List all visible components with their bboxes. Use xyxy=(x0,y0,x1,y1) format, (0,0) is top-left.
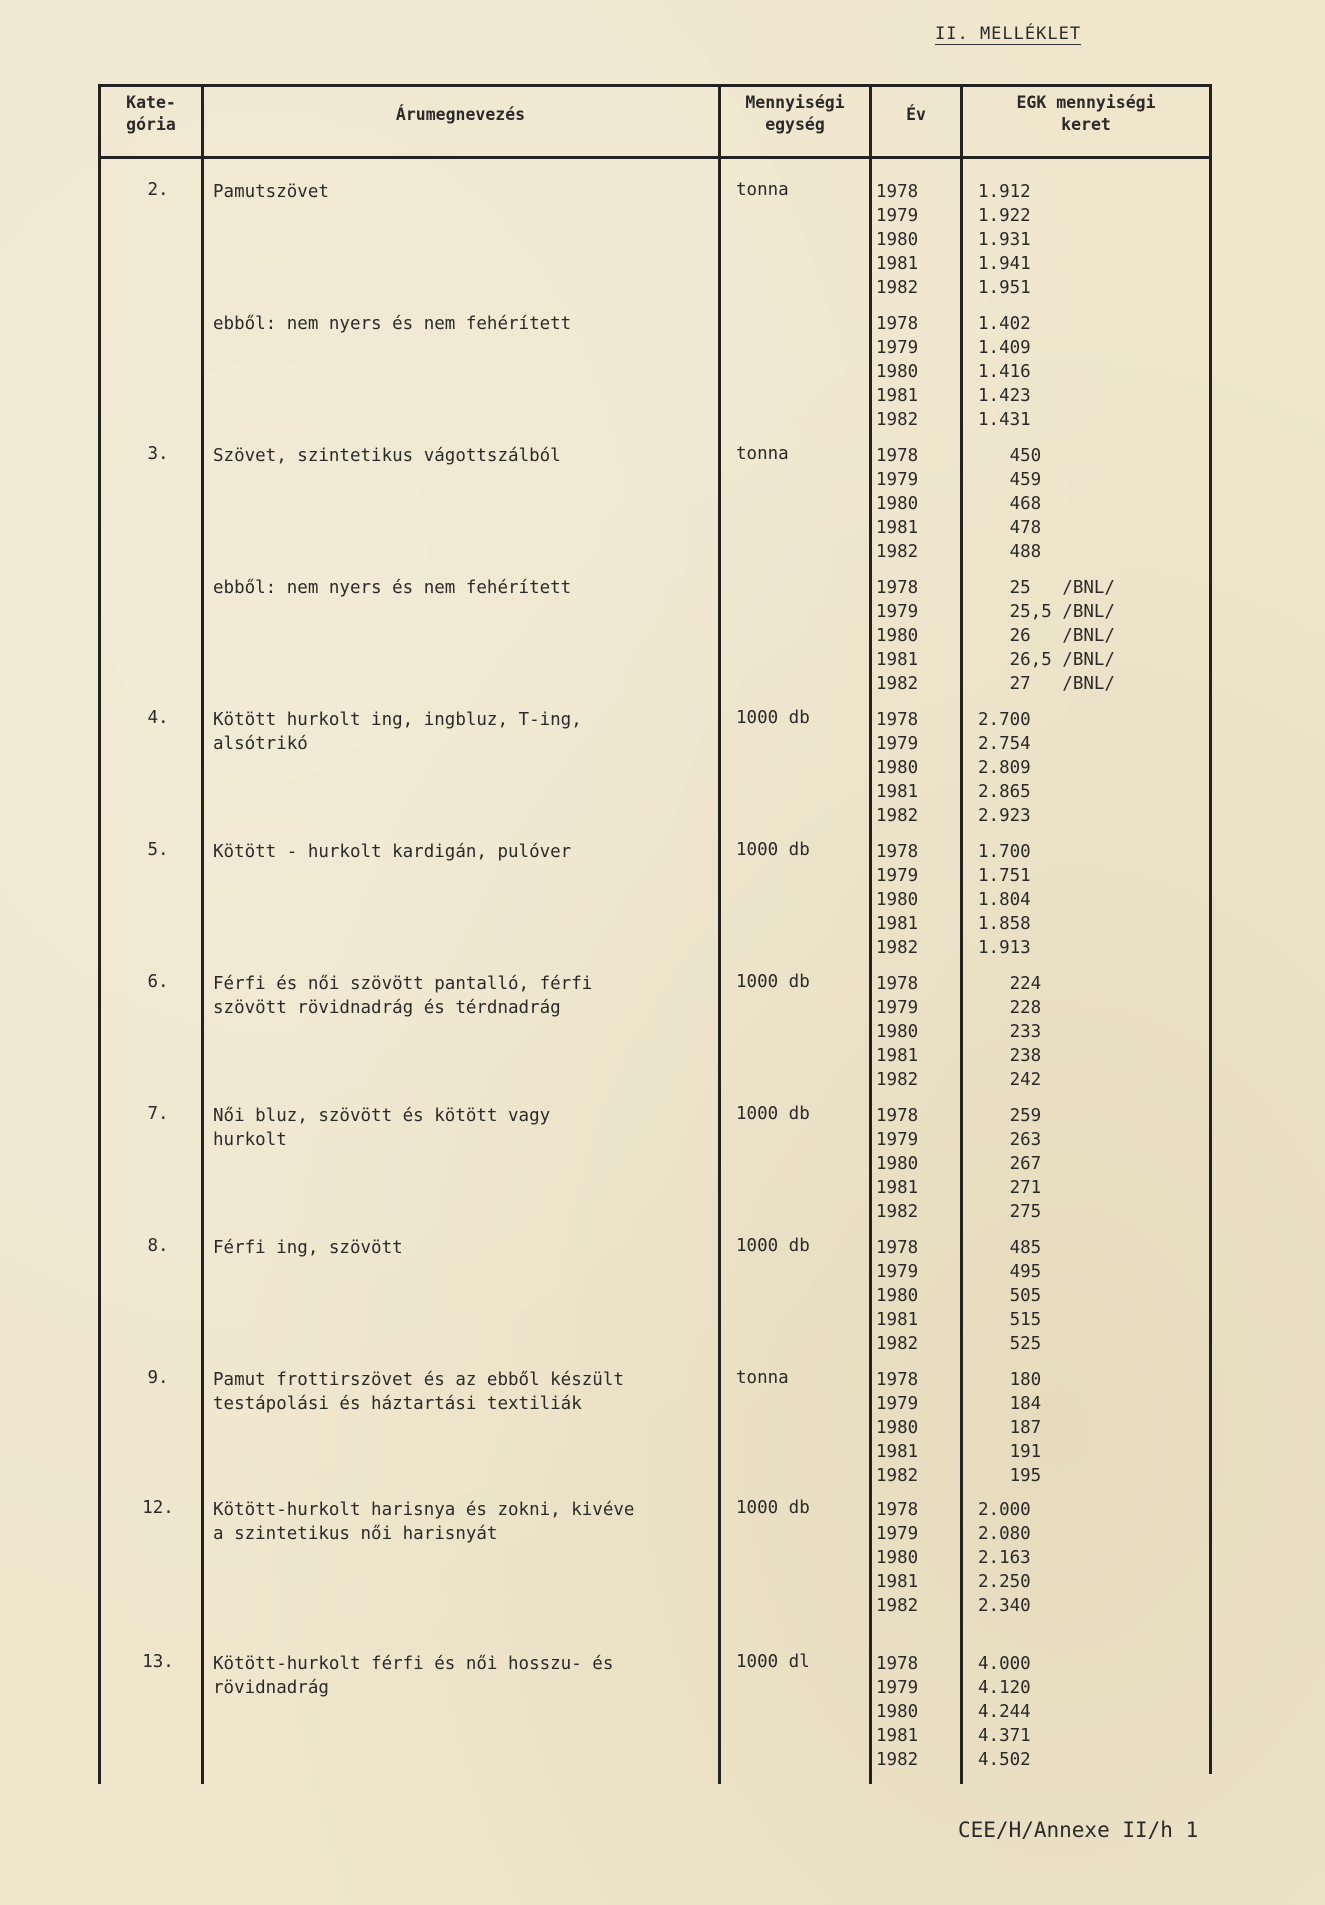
year-cell: 1980 xyxy=(876,1022,919,1042)
value-cell: 184 xyxy=(978,1394,1042,1414)
value-cell: 26,5 /BNL/ xyxy=(978,650,1115,670)
year-cell: 1979 xyxy=(876,1678,919,1698)
year-cell: 1979 xyxy=(876,602,919,622)
value-cell: 25,5 /BNL/ xyxy=(978,602,1115,622)
header-ev: Év xyxy=(906,105,926,124)
value-cell: 1.951 xyxy=(978,278,1031,298)
year-cell: 1982 xyxy=(876,1750,919,1770)
row-description xyxy=(213,840,683,864)
year-cell: 1980 xyxy=(876,1418,919,1438)
row-description xyxy=(213,972,683,1020)
row-description xyxy=(213,576,683,600)
value-cell: 485 xyxy=(978,1238,1042,1258)
year-cell: 1982 xyxy=(876,806,919,826)
value-cell: 450 xyxy=(978,446,1042,466)
value-cell: 1.431 xyxy=(978,410,1031,430)
row-unit: 1000 db xyxy=(736,972,810,992)
header-egyseg-line1: Mennyiségi xyxy=(745,93,845,112)
column-divider-product xyxy=(718,84,721,1784)
value-cell: 2.700 xyxy=(978,710,1031,730)
column-divider-unit xyxy=(869,84,872,1784)
year-cell: 1978 xyxy=(876,1654,919,1674)
column-divider-left xyxy=(98,84,101,1784)
row-values xyxy=(978,1498,1218,1618)
quota-table xyxy=(98,84,1212,1794)
value-cell: 267 xyxy=(978,1154,1042,1174)
row-description xyxy=(213,312,683,336)
row-values xyxy=(978,1236,1218,1356)
value-cell: 1.912 xyxy=(978,182,1031,202)
value-cell: 2.163 xyxy=(978,1548,1031,1568)
value-cell: 228 xyxy=(978,998,1042,1018)
value-cell: 233 xyxy=(978,1022,1042,1042)
value-cell: 478 xyxy=(978,518,1042,538)
value-cell: 242 xyxy=(978,1070,1042,1090)
value-cell: 271 xyxy=(978,1178,1042,1198)
row-description-line: szövött rövidnadrág és térdnadrág xyxy=(213,998,561,1018)
value-cell: 27 /BNL/ xyxy=(978,674,1115,694)
year-cell: 1982 xyxy=(876,938,919,958)
value-cell: 1.941 xyxy=(978,254,1031,274)
year-cell: 1980 xyxy=(876,1286,919,1306)
row-values xyxy=(978,576,1218,696)
year-cell: 1978 xyxy=(876,974,919,994)
row-description xyxy=(213,180,683,204)
value-cell: 515 xyxy=(978,1310,1042,1330)
year-cell: 1979 xyxy=(876,1262,919,1282)
value-cell: 1.931 xyxy=(978,230,1031,250)
year-cell: 1980 xyxy=(876,362,919,382)
year-cell: 1978 xyxy=(876,1500,919,1520)
row-description-line: rövidnadrág xyxy=(213,1678,329,1698)
row-category: 3. xyxy=(147,444,169,464)
value-cell: 2.000 xyxy=(978,1500,1031,1520)
value-cell: 4.000 xyxy=(978,1654,1031,1674)
row-description-line: hurkolt xyxy=(213,1130,287,1150)
year-cell: 1978 xyxy=(876,182,919,202)
row-years xyxy=(876,1236,936,1356)
row-values xyxy=(978,1104,1218,1224)
row-values xyxy=(978,708,1218,828)
row-description xyxy=(213,444,683,468)
value-cell: 195 xyxy=(978,1466,1042,1486)
header-bottom-border xyxy=(98,156,1212,159)
year-cell: 1980 xyxy=(876,890,919,910)
header-keret-line2: keret xyxy=(1061,115,1111,134)
value-cell: 1.913 xyxy=(978,938,1031,958)
value-cell: 2.080 xyxy=(978,1524,1031,1544)
header-aru: Árumegnevezés xyxy=(395,105,526,124)
year-cell: 1980 xyxy=(876,1702,919,1722)
value-cell: 495 xyxy=(978,1262,1042,1282)
value-cell: 2.865 xyxy=(978,782,1031,802)
value-cell: 2.923 xyxy=(978,806,1031,826)
row-description-line: Pamut frottirszövet és az ebből készült xyxy=(213,1370,624,1390)
value-cell: 2.250 xyxy=(978,1572,1031,1592)
row-values xyxy=(978,1652,1218,1772)
row-category: 5. xyxy=(147,840,169,860)
value-cell: 1.700 xyxy=(978,842,1031,862)
year-cell: 1982 xyxy=(876,1334,919,1354)
year-cell: 1981 xyxy=(876,518,919,538)
year-cell: 1979 xyxy=(876,734,919,754)
value-cell: 4.502 xyxy=(978,1750,1031,1770)
year-cell: 1979 xyxy=(876,1394,919,1414)
row-description xyxy=(213,1368,683,1416)
row-description-line: alsótrikó xyxy=(213,734,308,754)
row-description-line: Kötött-hurkolt harisnya és zokni, kivéve xyxy=(213,1500,635,1520)
table-top-border xyxy=(98,84,1212,87)
row-values xyxy=(978,1368,1218,1488)
row-description-line: Férfi ing, szövött xyxy=(213,1238,403,1258)
year-cell: 1979 xyxy=(876,206,919,226)
value-cell: 224 xyxy=(978,974,1042,994)
year-cell: 1978 xyxy=(876,1370,919,1390)
row-years xyxy=(876,840,936,960)
row-years xyxy=(876,312,936,432)
row-description-line: testápolási és háztartási textiliák xyxy=(213,1394,582,1414)
row-years xyxy=(876,444,936,564)
row-category: 8. xyxy=(147,1236,169,1256)
row-description-line: Férfi és női szövött pantalló, férfi xyxy=(213,974,593,994)
value-cell: 238 xyxy=(978,1046,1042,1066)
header-keret xyxy=(966,92,1206,136)
row-category: 12. xyxy=(142,1498,174,1518)
year-cell: 1979 xyxy=(876,338,919,358)
row-category: 9. xyxy=(147,1368,169,1388)
year-cell: 1982 xyxy=(876,1202,919,1222)
row-values xyxy=(978,444,1218,564)
row-description-line: Pamutszövet xyxy=(213,182,329,202)
year-cell: 1982 xyxy=(876,1466,919,1486)
year-cell: 1981 xyxy=(876,1310,919,1330)
row-description xyxy=(213,1498,683,1546)
row-unit: 1000 db xyxy=(736,1236,810,1256)
row-description xyxy=(213,708,683,756)
row-description-line: ebből: nem nyers és nem fehérített xyxy=(213,578,572,598)
value-cell: 1.751 xyxy=(978,866,1031,886)
row-unit: 1000 db xyxy=(736,708,810,728)
year-cell: 1982 xyxy=(876,674,919,694)
row-description-line: a szintetikus női harisnyát xyxy=(213,1524,498,1544)
year-cell: 1979 xyxy=(876,866,919,886)
row-values xyxy=(978,972,1218,1092)
value-cell: 259 xyxy=(978,1106,1042,1126)
header-egyseg-line2: egység xyxy=(765,115,825,134)
year-cell: 1979 xyxy=(876,470,919,490)
header-kategoria-line1: Kate- xyxy=(126,93,176,112)
row-description xyxy=(213,1652,683,1700)
year-cell: 1982 xyxy=(876,278,919,298)
year-cell: 1979 xyxy=(876,1524,919,1544)
year-cell: 1982 xyxy=(876,1596,919,1616)
year-cell: 1980 xyxy=(876,1548,919,1568)
value-cell: 1.402 xyxy=(978,314,1031,334)
value-cell: 1.409 xyxy=(978,338,1031,358)
row-values xyxy=(978,180,1218,300)
value-cell: 1.858 xyxy=(978,914,1031,934)
value-cell: 191 xyxy=(978,1442,1042,1462)
value-cell: 180 xyxy=(978,1370,1042,1390)
row-description-line: Szövet, szintetikus vágottszálból xyxy=(213,446,561,466)
year-cell: 1982 xyxy=(876,410,919,430)
row-description-line: Női bluz, szövött és kötött vagy xyxy=(213,1106,551,1126)
row-years xyxy=(876,708,936,828)
year-cell: 1982 xyxy=(876,542,919,562)
header-kategoria xyxy=(106,92,196,136)
value-cell: 1.416 xyxy=(978,362,1031,382)
header-kategoria-line2: gória xyxy=(126,115,176,134)
row-description xyxy=(213,1104,683,1152)
annex-label: II. MELLÉKLET xyxy=(935,24,1082,44)
value-cell: 468 xyxy=(978,494,1042,514)
year-cell: 1979 xyxy=(876,1130,919,1150)
row-years xyxy=(876,1368,936,1488)
value-cell: 2.340 xyxy=(978,1596,1031,1616)
year-cell: 1981 xyxy=(876,386,919,406)
year-cell: 1980 xyxy=(876,626,919,646)
value-cell: 505 xyxy=(978,1286,1042,1306)
year-cell: 1980 xyxy=(876,758,919,778)
year-cell: 1978 xyxy=(876,842,919,862)
row-category: 13. xyxy=(142,1652,174,1672)
value-cell: 1.423 xyxy=(978,386,1031,406)
year-cell: 1978 xyxy=(876,578,919,598)
year-cell: 1978 xyxy=(876,1238,919,1258)
row-category: 7. xyxy=(147,1104,169,1124)
value-cell: 26 /BNL/ xyxy=(978,626,1115,646)
year-cell: 1979 xyxy=(876,998,919,1018)
value-cell: 488 xyxy=(978,542,1042,562)
year-cell: 1980 xyxy=(876,230,919,250)
column-divider-year xyxy=(960,84,963,1784)
year-cell: 1981 xyxy=(876,914,919,934)
row-years xyxy=(876,1104,936,1224)
row-description-line: Kötött-hurkolt férfi és női hosszu- és xyxy=(213,1654,614,1674)
value-cell: 263 xyxy=(978,1130,1042,1150)
year-cell: 1978 xyxy=(876,1106,919,1126)
year-cell: 1978 xyxy=(876,314,919,334)
year-cell: 1981 xyxy=(876,1442,919,1462)
year-cell: 1981 xyxy=(876,1572,919,1592)
row-unit: 1000 dl xyxy=(736,1652,810,1672)
row-years xyxy=(876,180,936,300)
document-reference: CEE/H/Annexe II/h 1 xyxy=(958,1818,1199,1842)
year-cell: 1978 xyxy=(876,710,919,730)
row-unit: tonna xyxy=(736,1368,789,1388)
value-cell: 4.244 xyxy=(978,1702,1031,1722)
value-cell: 25 /BNL/ xyxy=(978,578,1115,598)
year-cell: 1981 xyxy=(876,1726,919,1746)
value-cell: 2.754 xyxy=(978,734,1031,754)
row-description xyxy=(213,1236,683,1260)
row-unit: tonna xyxy=(736,444,789,464)
value-cell: 275 xyxy=(978,1202,1042,1222)
row-values xyxy=(978,312,1218,432)
year-cell: 1978 xyxy=(876,446,919,466)
value-cell: 1.922 xyxy=(978,206,1031,226)
value-cell: 187 xyxy=(978,1418,1042,1438)
row-years xyxy=(876,972,936,1092)
year-cell: 1981 xyxy=(876,782,919,802)
row-description-line: Kötött - hurkolt kardigán, pulóver xyxy=(213,842,572,862)
row-category: 6. xyxy=(147,972,169,992)
value-cell: 1.804 xyxy=(978,890,1031,910)
value-cell: 459 xyxy=(978,470,1042,490)
row-description-line: ebből: nem nyers és nem fehérített xyxy=(213,314,572,334)
value-cell: 4.371 xyxy=(978,1726,1031,1746)
row-unit: 1000 db xyxy=(736,1498,810,1518)
row-category: 4. xyxy=(147,708,169,728)
row-years xyxy=(876,1498,936,1618)
year-cell: 1981 xyxy=(876,254,919,274)
year-cell: 1981 xyxy=(876,650,919,670)
column-divider-category xyxy=(201,84,204,1784)
row-years xyxy=(876,1652,936,1772)
header-keret-line1: EGK mennyiségi xyxy=(1016,93,1156,112)
year-cell: 1980 xyxy=(876,1154,919,1174)
value-cell: 525 xyxy=(978,1334,1042,1354)
row-unit: tonna xyxy=(736,180,789,200)
row-description-line: Kötött hurkolt ing, ingbluz, T-ing, xyxy=(213,710,582,730)
value-cell: 4.120 xyxy=(978,1678,1031,1698)
year-cell: 1981 xyxy=(876,1178,919,1198)
value-cell: 2.809 xyxy=(978,758,1031,778)
row-values xyxy=(978,840,1218,960)
row-unit: 1000 db xyxy=(736,1104,810,1124)
year-cell: 1981 xyxy=(876,1046,919,1066)
row-category: 2. xyxy=(147,180,169,200)
row-unit: 1000 db xyxy=(736,840,810,860)
header-egyseg xyxy=(724,92,866,136)
year-cell: 1982 xyxy=(876,1070,919,1090)
row-years xyxy=(876,576,936,696)
year-cell: 1980 xyxy=(876,494,919,514)
